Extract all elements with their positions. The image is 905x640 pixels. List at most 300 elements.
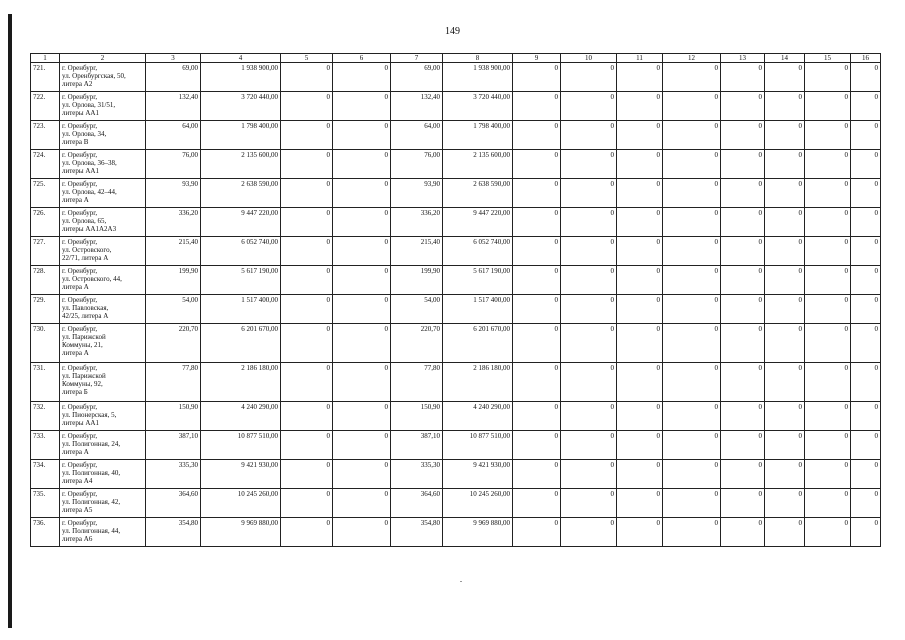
- cell-col-8: 5 617 190,00: [443, 266, 513, 295]
- cell-col-8: 10 245 260,00: [443, 489, 513, 518]
- column-number-4: 4: [201, 54, 281, 63]
- row-number: 735.: [31, 489, 60, 518]
- cell-col-10: 0: [561, 518, 617, 547]
- address-line: литера А4: [62, 477, 93, 485]
- address-line: Коммуны, 21,: [62, 341, 103, 349]
- address-line: г. Оренбург,: [62, 238, 98, 246]
- cell-col-9: 0: [513, 179, 561, 208]
- table-row: [31, 266, 881, 295]
- cell-col-11: 0: [617, 150, 663, 179]
- cell-col-14: 0: [765, 324, 805, 363]
- cell-col-11: 0: [617, 121, 663, 150]
- address-line: г. Оренбург,: [62, 432, 98, 440]
- cell-col-13: 0: [721, 489, 765, 518]
- cell-col-16: 0: [851, 489, 881, 518]
- cell-col-15: 0: [805, 179, 851, 208]
- cell-col-15: 0: [805, 237, 851, 266]
- cell-col-8: 2 186 180,00: [443, 363, 513, 402]
- address-cell: [60, 295, 146, 324]
- cell-col-9: 0: [513, 63, 561, 92]
- cell-col-8: 6 201 670,00: [443, 324, 513, 363]
- cell-col-3: 354,80: [146, 518, 201, 547]
- cell-col-13: 0: [721, 121, 765, 150]
- cell-col-3: 199,90: [146, 266, 201, 295]
- cell-col-5: 0: [281, 518, 333, 547]
- cell-col-10: 0: [561, 179, 617, 208]
- cell-col-8: 2 135 600,00: [443, 150, 513, 179]
- cell-col-5: 0: [281, 402, 333, 431]
- row-number: 732.: [31, 402, 60, 431]
- cell-col-5: 0: [281, 431, 333, 460]
- table-row: [31, 460, 881, 489]
- address-line: литера А: [62, 283, 89, 291]
- cell-col-11: 0: [617, 431, 663, 460]
- row-number: 728.: [31, 266, 60, 295]
- address-line: ул. Орлова, 36–38,: [62, 159, 117, 167]
- cell-col-12: 0: [663, 460, 721, 489]
- column-number-row: [31, 54, 881, 63]
- column-number-16: 16: [851, 54, 881, 63]
- cell-col-5: 0: [281, 179, 333, 208]
- row-number: 725.: [31, 179, 60, 208]
- address-cell: [60, 121, 146, 150]
- address-line: 22/71, литера А: [62, 254, 109, 262]
- column-number-6: 6: [333, 54, 391, 63]
- column-number-3: 3: [146, 54, 201, 63]
- cell-col-4: 10 245 260,00: [201, 489, 281, 518]
- cell-col-15: 0: [805, 431, 851, 460]
- cell-col-11: 0: [617, 266, 663, 295]
- cell-col-8: 6 052 740,00: [443, 237, 513, 266]
- table-row: [31, 363, 881, 402]
- cell-col-4: 1 798 400,00: [201, 121, 281, 150]
- row-number: 729.: [31, 295, 60, 324]
- address-line: литеры АА1: [62, 419, 99, 427]
- cell-col-4: 9 969 880,00: [201, 518, 281, 547]
- cell-col-7: 220,70: [391, 324, 443, 363]
- cell-col-3: 336,20: [146, 208, 201, 237]
- cell-col-16: 0: [851, 92, 881, 121]
- cell-col-15: 0: [805, 518, 851, 547]
- cell-col-6: 0: [333, 324, 391, 363]
- table-row: [31, 402, 881, 431]
- row-number: 722.: [31, 92, 60, 121]
- cell-col-8: 2 638 590,00: [443, 179, 513, 208]
- cell-col-3: 220,70: [146, 324, 201, 363]
- address-cell: [60, 150, 146, 179]
- table-row: [31, 179, 881, 208]
- cell-col-6: 0: [333, 363, 391, 402]
- cell-col-6: 0: [333, 295, 391, 324]
- cell-col-12: 0: [663, 295, 721, 324]
- cell-col-5: 0: [281, 208, 333, 237]
- cell-col-16: 0: [851, 150, 881, 179]
- cell-col-13: 0: [721, 63, 765, 92]
- cell-col-16: 0: [851, 266, 881, 295]
- address-line: ул. Орлова, 34,: [62, 130, 107, 138]
- address-line: ул. Орлова, 65,: [62, 217, 107, 225]
- cell-col-7: 215,40: [391, 237, 443, 266]
- cell-col-15: 0: [805, 324, 851, 363]
- cell-col-11: 0: [617, 363, 663, 402]
- cell-col-8: 9 969 880,00: [443, 518, 513, 547]
- cell-col-9: 0: [513, 266, 561, 295]
- cell-col-11: 0: [617, 402, 663, 431]
- cell-col-5: 0: [281, 363, 333, 402]
- cell-col-10: 0: [561, 237, 617, 266]
- table-row: [31, 489, 881, 518]
- cell-col-15: 0: [805, 208, 851, 237]
- cell-col-5: 0: [281, 63, 333, 92]
- cell-col-7: 76,00: [391, 150, 443, 179]
- cell-col-10: 0: [561, 402, 617, 431]
- address-line: ул. Островского, 44,: [62, 275, 122, 283]
- cell-col-7: 336,20: [391, 208, 443, 237]
- row-number: 724.: [31, 150, 60, 179]
- cell-col-16: 0: [851, 237, 881, 266]
- column-number-12: 12: [663, 54, 721, 63]
- cell-col-4: 1 938 900,00: [201, 63, 281, 92]
- cell-col-10: 0: [561, 295, 617, 324]
- cell-col-3: 132,40: [146, 92, 201, 121]
- cell-col-9: 0: [513, 208, 561, 237]
- cell-col-14: 0: [765, 518, 805, 547]
- cell-col-4: 1 517 400,00: [201, 295, 281, 324]
- cell-col-12: 0: [663, 266, 721, 295]
- address-line: г. Оренбург,: [62, 209, 98, 217]
- cell-col-14: 0: [765, 266, 805, 295]
- column-number-14: 14: [765, 54, 805, 63]
- address-line: г. Оренбург,: [62, 490, 98, 498]
- cell-col-15: 0: [805, 63, 851, 92]
- cell-col-5: 0: [281, 150, 333, 179]
- cell-col-13: 0: [721, 179, 765, 208]
- cell-col-16: 0: [851, 431, 881, 460]
- table-row: [31, 121, 881, 150]
- cell-col-6: 0: [333, 266, 391, 295]
- cell-col-16: 0: [851, 179, 881, 208]
- cell-col-13: 0: [721, 324, 765, 363]
- cell-col-5: 0: [281, 324, 333, 363]
- cell-col-12: 0: [663, 121, 721, 150]
- table-body: [31, 63, 881, 547]
- cell-col-7: 69,00: [391, 63, 443, 92]
- address-line: литера А: [62, 448, 89, 456]
- cell-col-14: 0: [765, 295, 805, 324]
- cell-col-15: 0: [805, 295, 851, 324]
- address-line: литера А2: [62, 80, 93, 88]
- cell-col-14: 0: [765, 489, 805, 518]
- cell-col-14: 0: [765, 208, 805, 237]
- address-line: г. Оренбург,: [62, 122, 98, 130]
- cell-col-15: 0: [805, 460, 851, 489]
- cell-col-16: 0: [851, 402, 881, 431]
- cell-col-12: 0: [663, 63, 721, 92]
- cell-col-14: 0: [765, 179, 805, 208]
- cell-col-13: 0: [721, 431, 765, 460]
- cell-col-15: 0: [805, 266, 851, 295]
- cell-col-10: 0: [561, 324, 617, 363]
- cell-col-4: 9 421 930,00: [201, 460, 281, 489]
- table-row: [31, 63, 881, 92]
- cell-col-4: 4 240 290,00: [201, 402, 281, 431]
- cell-col-3: 335,30: [146, 460, 201, 489]
- cell-col-7: 387,10: [391, 431, 443, 460]
- cell-col-3: 76,00: [146, 150, 201, 179]
- cell-col-11: 0: [617, 179, 663, 208]
- address-line: Коммуны, 92,: [62, 380, 103, 388]
- cell-col-9: 0: [513, 150, 561, 179]
- address-line: ул. Оренбургская, 50,: [62, 72, 126, 80]
- cell-col-8: 3 720 440,00: [443, 92, 513, 121]
- cell-col-15: 0: [805, 402, 851, 431]
- cell-col-4: 2 186 180,00: [201, 363, 281, 402]
- cell-col-5: 0: [281, 489, 333, 518]
- cell-col-11: 0: [617, 518, 663, 547]
- cell-col-13: 0: [721, 92, 765, 121]
- cell-col-11: 0: [617, 237, 663, 266]
- row-number: 727.: [31, 237, 60, 266]
- cell-col-10: 0: [561, 363, 617, 402]
- table-row: [31, 324, 881, 363]
- cell-col-7: 150,90: [391, 402, 443, 431]
- cell-col-10: 0: [561, 121, 617, 150]
- cell-col-3: 364,60: [146, 489, 201, 518]
- address-cell: [60, 363, 146, 402]
- cell-col-10: 0: [561, 63, 617, 92]
- row-number: 736.: [31, 518, 60, 547]
- cell-col-3: 64,00: [146, 121, 201, 150]
- scan-speck: [460, 581, 462, 582]
- cell-col-9: 0: [513, 460, 561, 489]
- cell-col-10: 0: [561, 92, 617, 121]
- cell-col-3: 77,80: [146, 363, 201, 402]
- table-row: [31, 431, 881, 460]
- cell-col-13: 0: [721, 460, 765, 489]
- cell-col-10: 0: [561, 208, 617, 237]
- cell-col-13: 0: [721, 266, 765, 295]
- row-number: 733.: [31, 431, 60, 460]
- address-line: ул. Полигонная, 44,: [62, 527, 121, 535]
- address-line: г. Оренбург,: [62, 325, 98, 333]
- cell-col-15: 0: [805, 150, 851, 179]
- address-line: г. Оренбург,: [62, 93, 98, 101]
- column-number-9: 9: [513, 54, 561, 63]
- cell-col-12: 0: [663, 363, 721, 402]
- address-line: г. Оренбург,: [62, 151, 98, 159]
- table-row: [31, 518, 881, 547]
- cell-col-5: 0: [281, 295, 333, 324]
- cell-col-15: 0: [805, 92, 851, 121]
- cell-col-8: 1 798 400,00: [443, 121, 513, 150]
- address-line: литера А6: [62, 535, 93, 543]
- cell-col-10: 0: [561, 489, 617, 518]
- column-number-10: 10: [561, 54, 617, 63]
- cell-col-5: 0: [281, 266, 333, 295]
- cell-col-7: 335,30: [391, 460, 443, 489]
- cell-col-4: 5 617 190,00: [201, 266, 281, 295]
- table-row: [31, 295, 881, 324]
- address-line: 42/25, литера А: [62, 312, 109, 320]
- address-cell: [60, 179, 146, 208]
- cell-col-7: 93,90: [391, 179, 443, 208]
- cell-col-12: 0: [663, 179, 721, 208]
- cell-col-16: 0: [851, 363, 881, 402]
- cell-col-14: 0: [765, 121, 805, 150]
- cell-col-16: 0: [851, 121, 881, 150]
- address-line: г. Оренбург,: [62, 519, 98, 527]
- cell-col-7: 132,40: [391, 92, 443, 121]
- address-line: г. Оренбург,: [62, 403, 98, 411]
- cell-col-14: 0: [765, 150, 805, 179]
- cell-col-6: 0: [333, 150, 391, 179]
- cell-col-6: 0: [333, 402, 391, 431]
- address-line: г. Оренбург,: [62, 64, 98, 72]
- cell-col-4: 3 720 440,00: [201, 92, 281, 121]
- address-line: ул. Пионерская, 5,: [62, 411, 117, 419]
- cell-col-15: 0: [805, 121, 851, 150]
- row-number: 726.: [31, 208, 60, 237]
- cell-col-5: 0: [281, 237, 333, 266]
- cell-col-11: 0: [617, 208, 663, 237]
- cell-col-5: 0: [281, 121, 333, 150]
- cell-col-12: 0: [663, 431, 721, 460]
- cell-col-16: 0: [851, 324, 881, 363]
- cell-col-6: 0: [333, 431, 391, 460]
- cell-col-7: 77,80: [391, 363, 443, 402]
- address-line: литера А5: [62, 506, 93, 514]
- cell-col-7: 54,00: [391, 295, 443, 324]
- address-line: ул. Полигонная, 42,: [62, 498, 121, 506]
- cell-col-14: 0: [765, 431, 805, 460]
- cell-col-9: 0: [513, 92, 561, 121]
- cell-col-12: 0: [663, 402, 721, 431]
- row-number: 730.: [31, 324, 60, 363]
- cell-col-11: 0: [617, 92, 663, 121]
- address-line: ул. Парижской: [62, 333, 106, 341]
- address-cell: [60, 63, 146, 92]
- cell-col-11: 0: [617, 63, 663, 92]
- property-table: [30, 53, 881, 547]
- cell-col-6: 0: [333, 121, 391, 150]
- address-line: г. Оренбург,: [62, 267, 98, 275]
- address-cell: [60, 402, 146, 431]
- cell-col-16: 0: [851, 460, 881, 489]
- cell-col-12: 0: [663, 150, 721, 179]
- address-line: г. Оренбург,: [62, 180, 98, 188]
- column-number-13: 13: [721, 54, 765, 63]
- cell-col-12: 0: [663, 518, 721, 547]
- cell-col-9: 0: [513, 402, 561, 431]
- address-line: г. Оренбург,: [62, 461, 98, 469]
- address-line: ул. Павловская,: [62, 304, 109, 312]
- cell-col-10: 0: [561, 150, 617, 179]
- cell-col-3: 215,40: [146, 237, 201, 266]
- page-number: 149: [445, 26, 460, 37]
- address-cell: [60, 489, 146, 518]
- row-number: 731.: [31, 363, 60, 402]
- cell-col-9: 0: [513, 431, 561, 460]
- cell-col-9: 0: [513, 518, 561, 547]
- cell-col-10: 0: [561, 266, 617, 295]
- cell-col-9: 0: [513, 324, 561, 363]
- column-number-8: 8: [443, 54, 513, 63]
- cell-col-12: 0: [663, 489, 721, 518]
- page-binding-edge: [8, 14, 12, 628]
- cell-col-8: 1 938 900,00: [443, 63, 513, 92]
- cell-col-13: 0: [721, 363, 765, 402]
- cell-col-14: 0: [765, 363, 805, 402]
- cell-col-14: 0: [765, 237, 805, 266]
- address-line: литера В: [62, 138, 89, 146]
- cell-col-6: 0: [333, 208, 391, 237]
- row-number: 723.: [31, 121, 60, 150]
- cell-col-5: 0: [281, 460, 333, 489]
- table-row: [31, 208, 881, 237]
- cell-col-11: 0: [617, 460, 663, 489]
- cell-col-3: 150,90: [146, 402, 201, 431]
- cell-col-7: 199,90: [391, 266, 443, 295]
- cell-col-15: 0: [805, 363, 851, 402]
- address-line: ул. Полигонная, 40,: [62, 469, 121, 477]
- row-number: 734.: [31, 460, 60, 489]
- cell-col-6: 0: [333, 518, 391, 547]
- table-row: [31, 92, 881, 121]
- cell-col-10: 0: [561, 460, 617, 489]
- cell-col-13: 0: [721, 402, 765, 431]
- cell-col-8: 9 447 220,00: [443, 208, 513, 237]
- cell-col-6: 0: [333, 63, 391, 92]
- cell-col-13: 0: [721, 208, 765, 237]
- address-line: литера А: [62, 196, 89, 204]
- address-line: литера А: [62, 349, 89, 357]
- cell-col-13: 0: [721, 295, 765, 324]
- column-number-1: 1: [31, 54, 60, 63]
- cell-col-6: 0: [333, 489, 391, 518]
- cell-col-6: 0: [333, 237, 391, 266]
- cell-col-4: 2 135 600,00: [201, 150, 281, 179]
- cell-col-13: 0: [721, 237, 765, 266]
- cell-col-4: 10 877 510,00: [201, 431, 281, 460]
- cell-col-12: 0: [663, 92, 721, 121]
- cell-col-16: 0: [851, 295, 881, 324]
- cell-col-7: 354,80: [391, 518, 443, 547]
- cell-col-3: 54,00: [146, 295, 201, 324]
- address-cell: [60, 266, 146, 295]
- cell-col-8: 4 240 290,00: [443, 402, 513, 431]
- address-line: г. Оренбург,: [62, 296, 98, 304]
- address-cell: [60, 237, 146, 266]
- cell-col-6: 0: [333, 179, 391, 208]
- address-cell: [60, 324, 146, 363]
- cell-col-16: 0: [851, 63, 881, 92]
- cell-col-7: 64,00: [391, 121, 443, 150]
- column-number-7: 7: [391, 54, 443, 63]
- address-cell: [60, 92, 146, 121]
- cell-col-9: 0: [513, 237, 561, 266]
- column-number-11: 11: [617, 54, 663, 63]
- cell-col-12: 0: [663, 208, 721, 237]
- cell-col-5: 0: [281, 92, 333, 121]
- address-line: литеры АА1: [62, 167, 99, 175]
- address-line: ул. Орлова, 42–44,: [62, 188, 117, 196]
- cell-col-12: 0: [663, 237, 721, 266]
- cell-col-11: 0: [617, 489, 663, 518]
- cell-col-4: 9 447 220,00: [201, 208, 281, 237]
- column-number-5: 5: [281, 54, 333, 63]
- cell-col-8: 1 517 400,00: [443, 295, 513, 324]
- address-cell: [60, 460, 146, 489]
